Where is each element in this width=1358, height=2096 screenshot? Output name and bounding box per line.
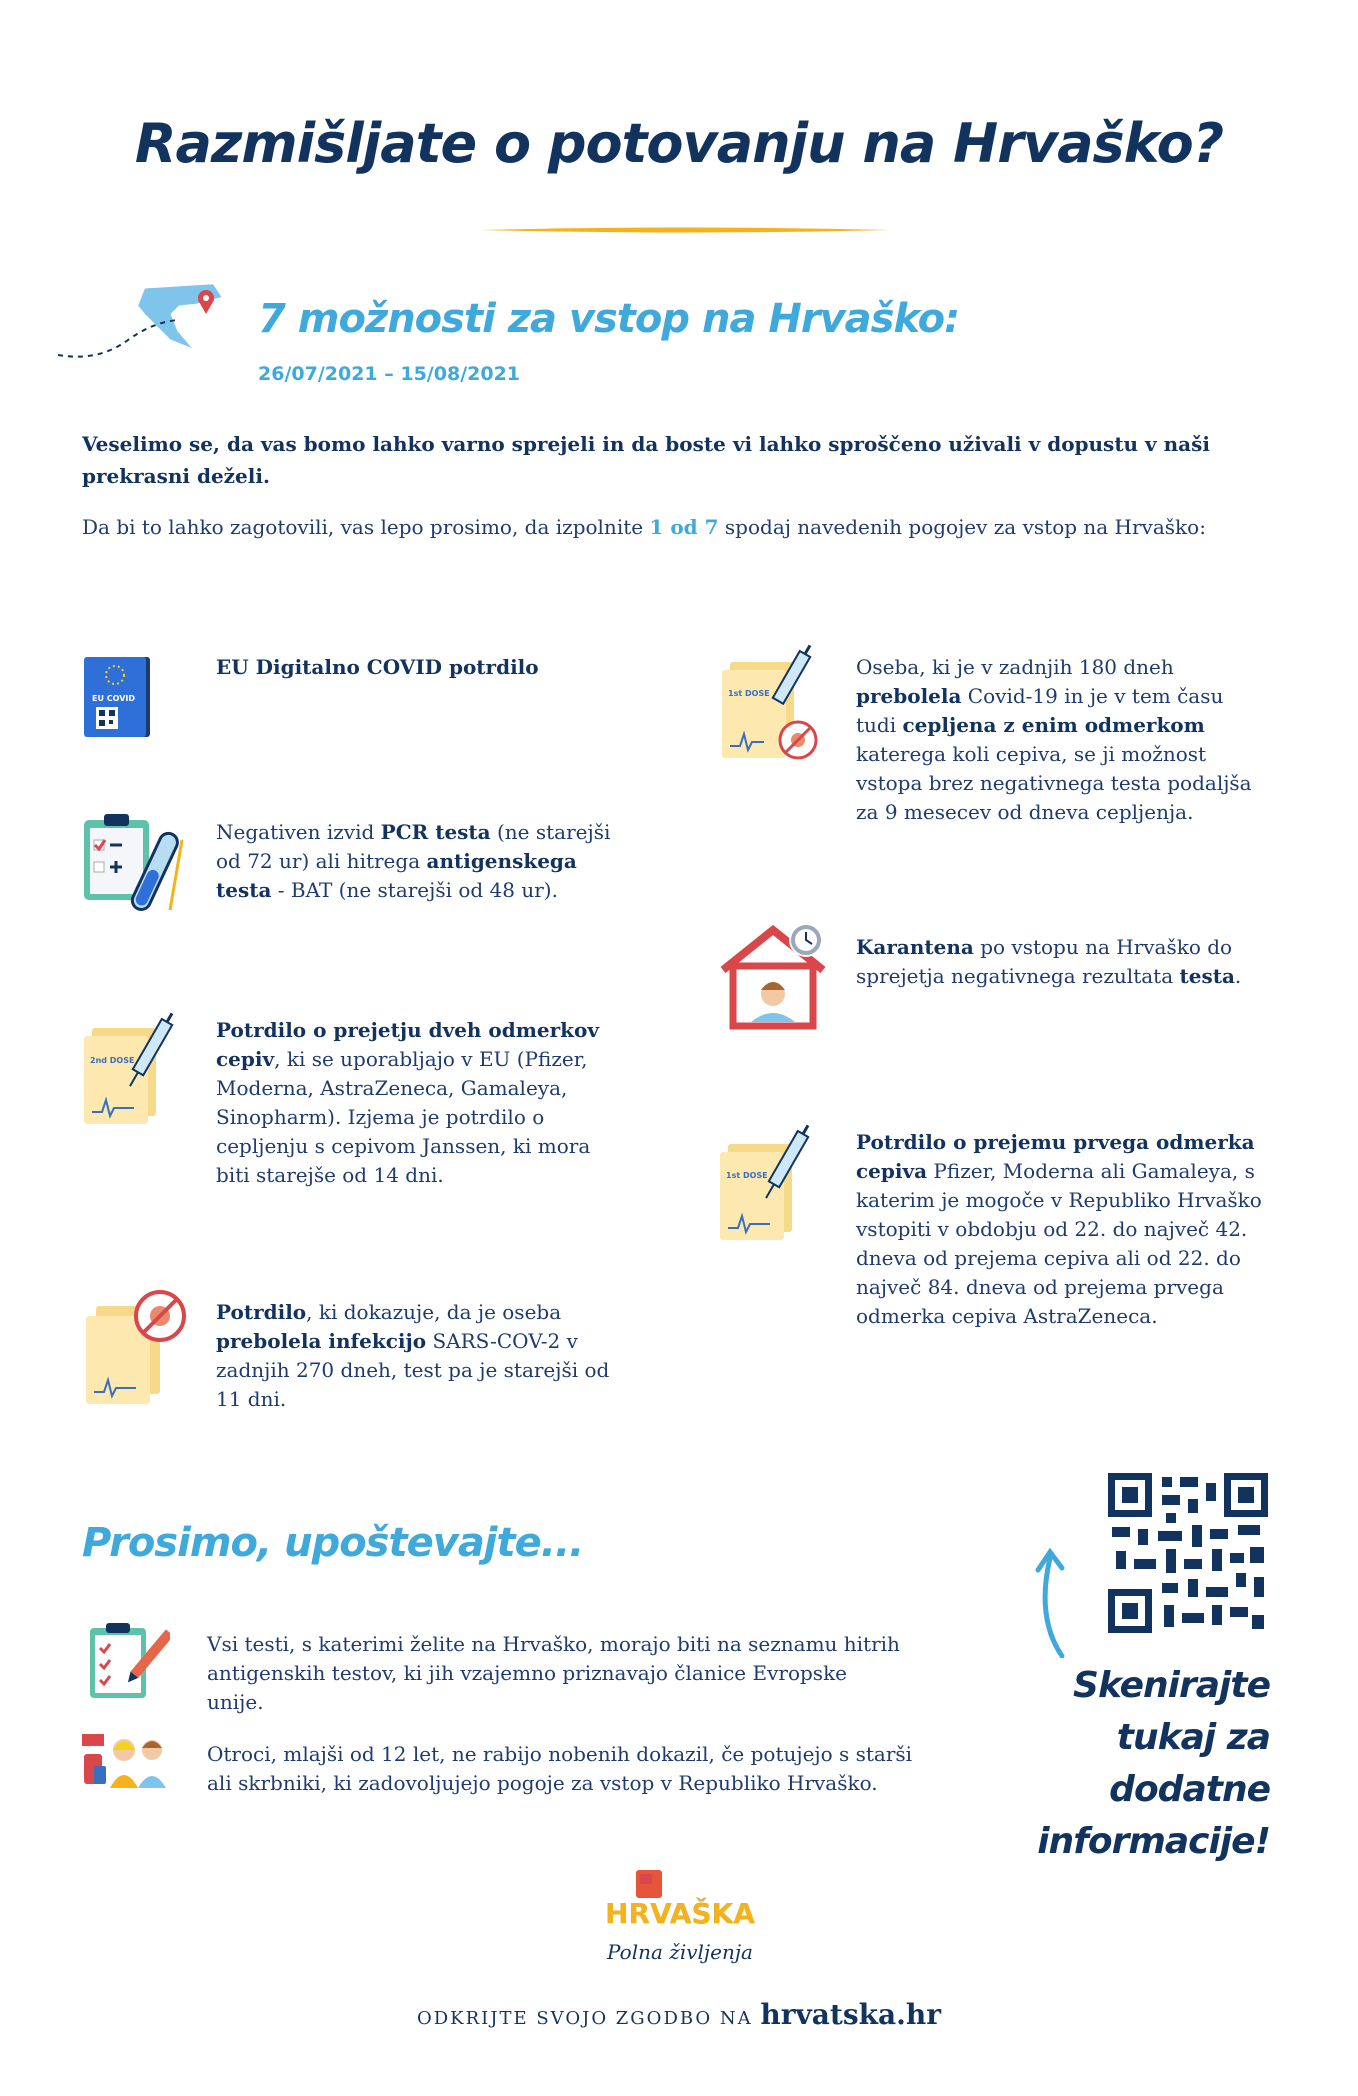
note-antigen-tests: Vsi testi, s katerimi želite na Hrvaško, morajo biti na seznamu hitrih antigenskih testov, ki jih vzajemno priznavajo članice Evropske unije. — [207, 1632, 900, 1714]
first-dose-recovery-icon — [720, 640, 830, 765]
options-heading: 7 možnosti za vstop na Hrvaško: — [258, 296, 960, 342]
checklist-pencil-icon — [88, 1620, 170, 1702]
validity-dates: 26/07/2021 – 15/08/2021 — [258, 363, 521, 385]
option-first-dose: Potrdilo o prejemu prvega odmerka cepiva Pfizer, Moderna ali Gamaleya, s katerim je mogoče v Republiko Hrvaško vstopiti v obdobju od 22. do največ 42. dneva od prejema cepiva ali od 22. do največ 84. dneva od prejema prvega odmerka cepiva AstraZeneca. — [856, 1130, 1262, 1328]
vaccine-certificate-icon — [82, 1008, 182, 1128]
svg-text:1st DOSE: 1st DOSE — [728, 689, 770, 698]
instruction-text: Da bi to lahko zagotovili, vas lepo prosimo, da izpolnite 1 od 7 spodaj navedenih pogojev za vstop na Hrvaško: — [82, 515, 1206, 539]
page-title: Razmišljate o potovanju na Hrvaško? — [134, 112, 1224, 175]
option-pcr-test: Negativen izvid PCR testa (ne starejši od 72 ur) ali hitrega antigenskega testa - BAT (ne starejši od 48 ur). — [216, 820, 611, 902]
croatia-map-icon — [58, 280, 228, 370]
website-link[interactable]: hrvatska.hr — [760, 1998, 942, 2031]
svg-text:1st DOSE: 1st DOSE — [726, 1171, 768, 1180]
quarantine-house-icon — [718, 922, 828, 1032]
svg-text:2nd DOSE: 2nd DOSE — [90, 1056, 135, 1065]
footer: ODKRIJTE SVOJO ZGODBO NA hrvatska.hr — [416, 1998, 942, 2031]
eu-covid-certificate-icon — [82, 655, 152, 740]
logo-squares-icon — [634, 1868, 664, 1900]
option-recovered-vaccinated: Oseba, ki je v zadnjih 180 dneh prebolela Covid-19 in je v tem času tudi cepljena z enim odmerkom katerega koli cepiva, se ji možnost vstopa brez negativnega testa podaljša za 9 mesecev od dneva cepljenja. — [856, 655, 1252, 824]
test-clipboard-icon — [82, 810, 187, 920]
first-dose-certificate-icon — [718, 1120, 818, 1245]
hrvaska-logo: HRVAŠKA — [605, 1897, 755, 1930]
recovery-certificate-icon — [82, 1288, 192, 1408]
arrow-up-icon — [1032, 1548, 1072, 1658]
qr-code[interactable] — [1108, 1473, 1268, 1633]
scan-cta: Skenirajte tukaj za dodatne informacije! — [1037, 1665, 1270, 1862]
instruction-highlight: 1 od 7 — [649, 515, 719, 539]
option-eu-certificate: EU Digitalno COVID potrdilo — [216, 655, 539, 679]
note-children: Otroci, mlajši od 12 let, ne rabijo nobenih dokazil, če potujejo s starši ali skrbniki, ki zadovoljujejo pogoje za vstop v Republiko Hrvaško. — [207, 1742, 913, 1795]
family-travel-icon — [80, 1728, 172, 1790]
option-two-doses: Potrdilo o prejetju dveh odmerkov cepiv, ki se uporabljajo v EU (Pfizer, Moderna, AstraZeneca, Gamaleya, Sinopharm). Izjema je potrdilo o cepljenju s cepivom Janssen, ki mora biti starejše od 14 dni. — [216, 1018, 599, 1187]
option-quarantine: Karantena po vstopu na Hrvaško do sprejetja negativnega rezultata testa. — [856, 935, 1242, 988]
option-recovered: Potrdilo, ki dokazuje, da je oseba prebolela infekcijo SARS-COV-2 v zadnjih 270 dneh, test pa je starejši od 11 dni. — [216, 1300, 610, 1411]
welcome-text: Veselimo se, da vas bomo lahko varno sprejeli in da boste vi lahko sproščeno uživali v dopustu v naši prekrasni deželi. — [82, 432, 1210, 488]
svg-text:EU COVID: EU COVID — [92, 694, 136, 703]
logo-tagline: Polna življenja — [607, 1940, 753, 1964]
notes-heading: Prosimo, upoštevajte... — [82, 1520, 584, 1566]
brush-underline — [480, 226, 890, 234]
